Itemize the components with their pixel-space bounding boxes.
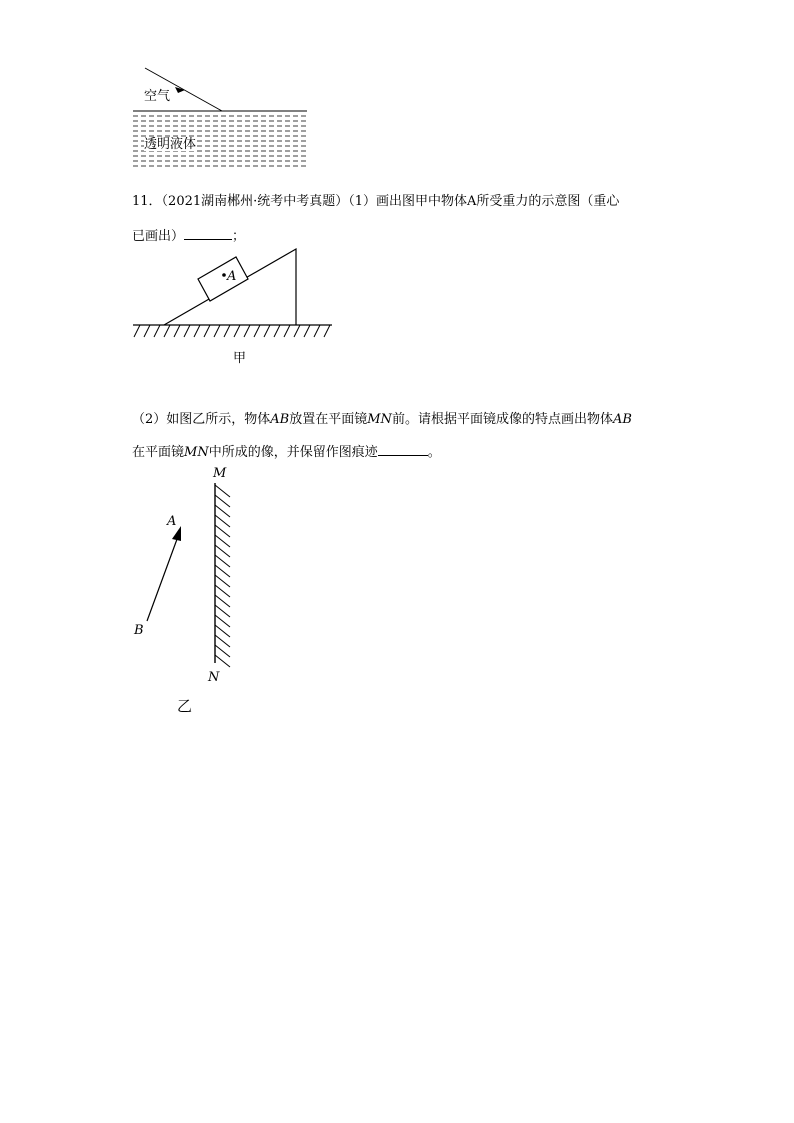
block-a: [198, 257, 248, 301]
part2-text-a: （2）如图乙所示，物体: [132, 412, 271, 427]
part2-text-d: 在平面镜: [132, 445, 185, 460]
part2-period: 。: [427, 445, 441, 460]
ground-hatch: [134, 325, 330, 337]
ab-label-2: AB: [612, 412, 632, 427]
object-ab: [147, 531, 180, 621]
figure-jia-caption: 甲: [233, 351, 247, 366]
question-source: （2021湖南郴州·统考中考真题）: [161, 194, 349, 209]
liquid-label: 透明液体: [144, 137, 197, 152]
part2-text-b: 放置在平面镜: [289, 412, 368, 427]
point-b-label: B: [134, 623, 144, 638]
center-of-gravity-dot: [222, 273, 226, 277]
question-line-1: [132, 195, 619, 208]
part1-text-end: 已画出）: [132, 229, 185, 244]
question-number: 11．: [132, 194, 162, 209]
part1-semicolon: ；: [232, 229, 246, 244]
air-label: 空气: [144, 89, 171, 104]
ab-label: AB: [270, 412, 290, 427]
mn-label-2: MN: [184, 445, 209, 460]
answer-blank-1[interactable]: [184, 227, 232, 240]
answer-blank-2[interactable]: [378, 443, 428, 456]
figure-yi-caption: 乙: [177, 697, 193, 715]
mirror-figure: [130, 475, 250, 675]
part2-line-1: [132, 413, 632, 426]
part2-text-e: 中所成的像，并保留作图痕迹: [208, 445, 378, 460]
mirror-label-n: N: [208, 670, 220, 685]
question-line-2: [132, 227, 245, 243]
incline-figure: [130, 245, 340, 345]
part2-line-2: [132, 443, 441, 459]
point-a-label: A: [167, 514, 177, 529]
mirror-label-m: M: [213, 466, 227, 481]
part1-text: （1）画出图甲中物体A所受重力的示意图（重心: [348, 194, 620, 209]
mn-label: MN: [367, 412, 392, 427]
block-point-label: A: [227, 269, 237, 284]
mirror-hatch: [215, 485, 230, 667]
part2-text-c: 前。请根据平面镜成像的特点画出物体: [391, 412, 613, 427]
refraction-figure: [125, 60, 315, 170]
